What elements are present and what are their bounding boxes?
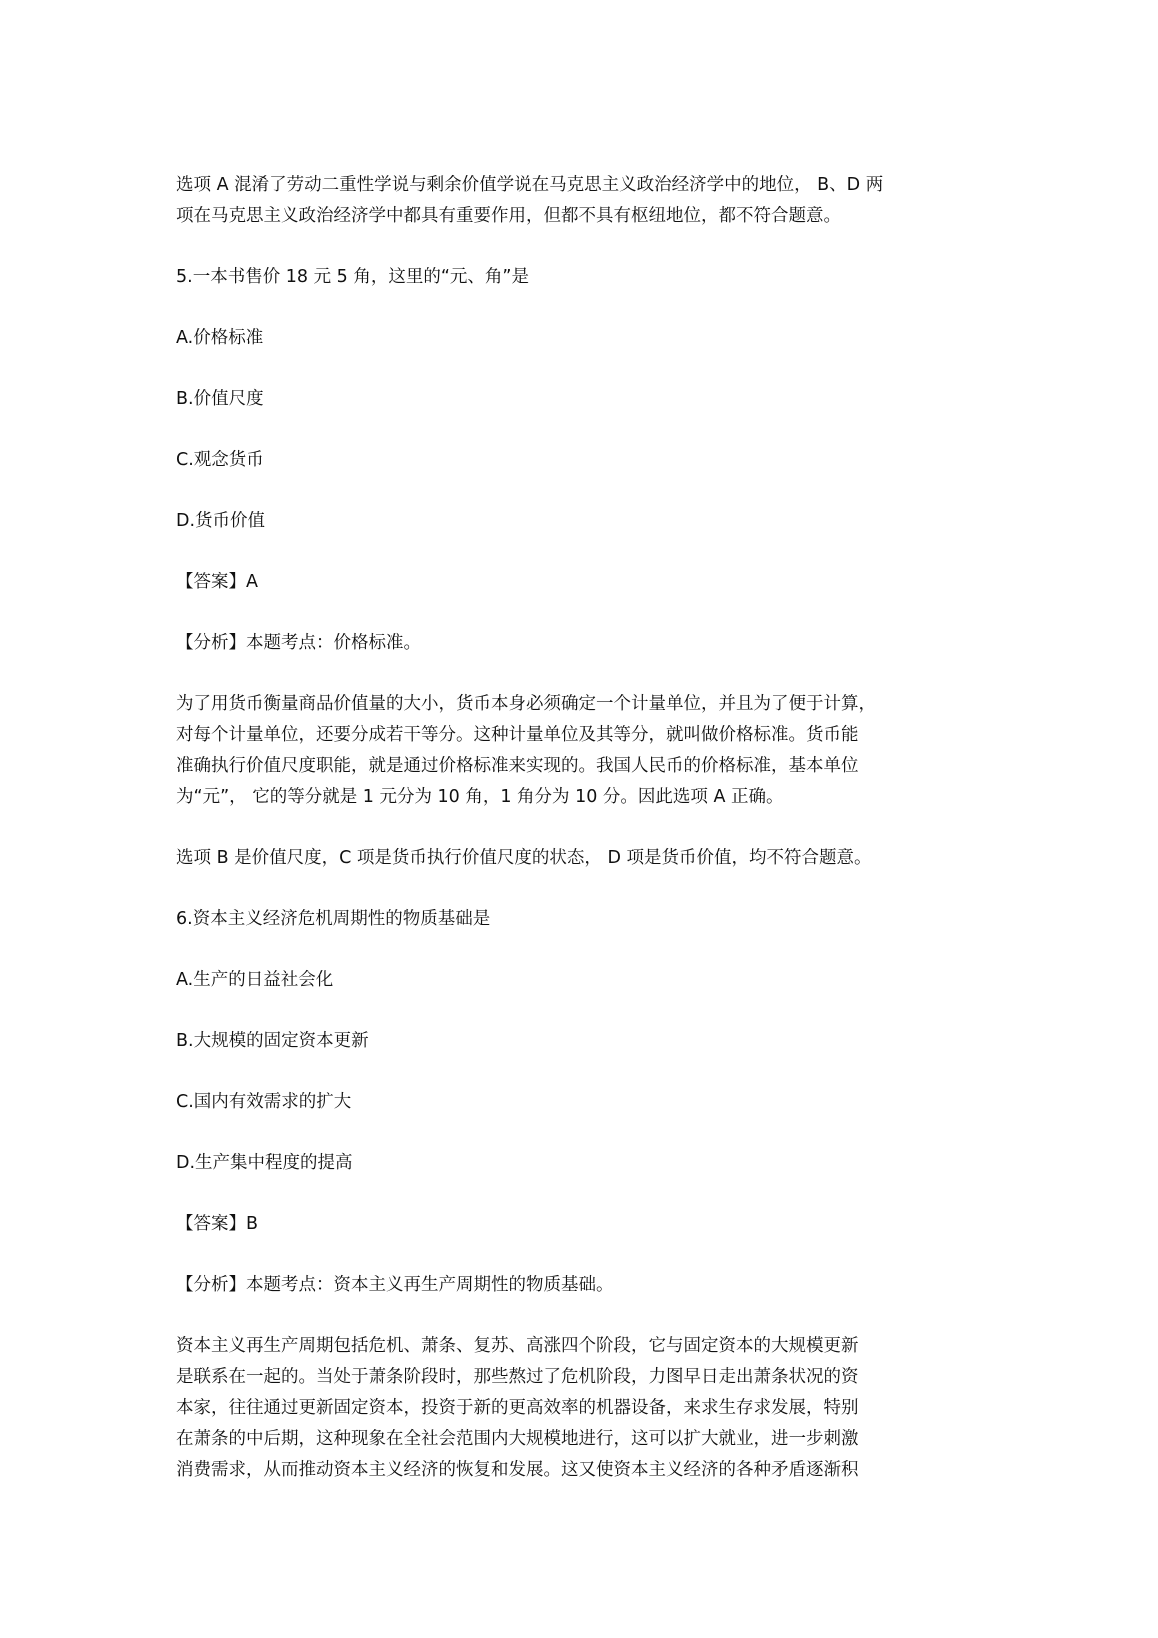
paragraph-line: 准确执行价值尺度职能，就是通过价格标准来实现的。我国人民币的价格标准，基本单位 bbox=[176, 756, 859, 776]
paragraph-line: 在萧条的中后期，这种现象在全社会范围内大规模地进行，这可以扩大就业，进一步刺激 bbox=[176, 1429, 859, 1449]
paragraph-line: 为“元”， 它的等分就是 1 元分为 10 角，1 角分为 10 分。因此选项 A 正确。 bbox=[176, 787, 784, 807]
q5-option-a: A.价格标准 bbox=[176, 328, 264, 348]
q6-option-a: A.生产的日益社会化 bbox=[176, 970, 334, 990]
paragraph-line: 项在马克思主义政治经济学中都具有重要作用，但都不具有枢纽地位，都不符合题意。 bbox=[176, 206, 841, 226]
document-page bbox=[176, 170, 996, 1486]
paragraph-line: 资本主义再生产周期包括危机、萧条、复苏、高涨四个阶段，它与固定资本的大规模更新 bbox=[176, 1336, 859, 1356]
question-6-text: 6.资本主义经济危机周期性的物质基础是 bbox=[176, 909, 491, 929]
paragraph-line: 消费需求，从而推动资本主义经济的恢复和发展。这又使资本主义经济的各种矛盾逐渐积 bbox=[176, 1460, 859, 1480]
q6-answer: 【答案】B bbox=[176, 1214, 259, 1234]
q5-option-d: D.货币价值 bbox=[176, 511, 266, 531]
q6-option-c: C.国内有效需求的扩大 bbox=[176, 1092, 352, 1112]
q5-note: 选项 B 是价值尺度，C 项是货币执行价值尺度的状态， D 项是货币价值，均不符合题意。 bbox=[176, 848, 872, 868]
q5-explanation bbox=[176, 689, 996, 813]
q6-option-d: D.生产集中程度的提高 bbox=[176, 1153, 353, 1173]
q6-analysis: 【分析】本题考点：资本主义再生产周期性的物质基础。 bbox=[176, 1275, 614, 1295]
question-5-text: 5.一本书售价 18 元 5 角，这里的“元、角”是 bbox=[176, 267, 529, 287]
paragraph-line: 本家，往往通过更新固定资本，投资于新的更高效率的机器设备，来求生存求发展，特别 bbox=[176, 1398, 859, 1418]
q5-analysis: 【分析】本题考点：价格标准。 bbox=[176, 633, 421, 653]
q6-option-b: B.大规模的固定资本更新 bbox=[176, 1031, 369, 1051]
paragraph-line: 对每个计量单位，还要分成若干等分。这种计量单位及其等分，就叫做价格标准。货币能 bbox=[176, 725, 859, 745]
paragraph-line: 选项 A 混淆了劳动二重性学说与剩余价值学说在马克思主义政治经济学中的地位， B、D 两 bbox=[176, 175, 884, 195]
intro-paragraph bbox=[176, 170, 996, 232]
q5-option-c: C.观念货币 bbox=[176, 450, 264, 470]
paragraph-line: 为了用货币衡量商品价值量的大小，货币本身必须确定一个计量单位，并且为了便于计算， bbox=[176, 694, 876, 714]
q6-explanation bbox=[176, 1331, 996, 1486]
paragraph-line: 是联系在一起的。当处于萧条阶段时，那些熬过了危机阶段，力图早日走出萧条状况的资 bbox=[176, 1367, 859, 1387]
q5-option-b: B.价值尺度 bbox=[176, 389, 264, 409]
q5-answer: 【答案】A bbox=[176, 572, 258, 592]
